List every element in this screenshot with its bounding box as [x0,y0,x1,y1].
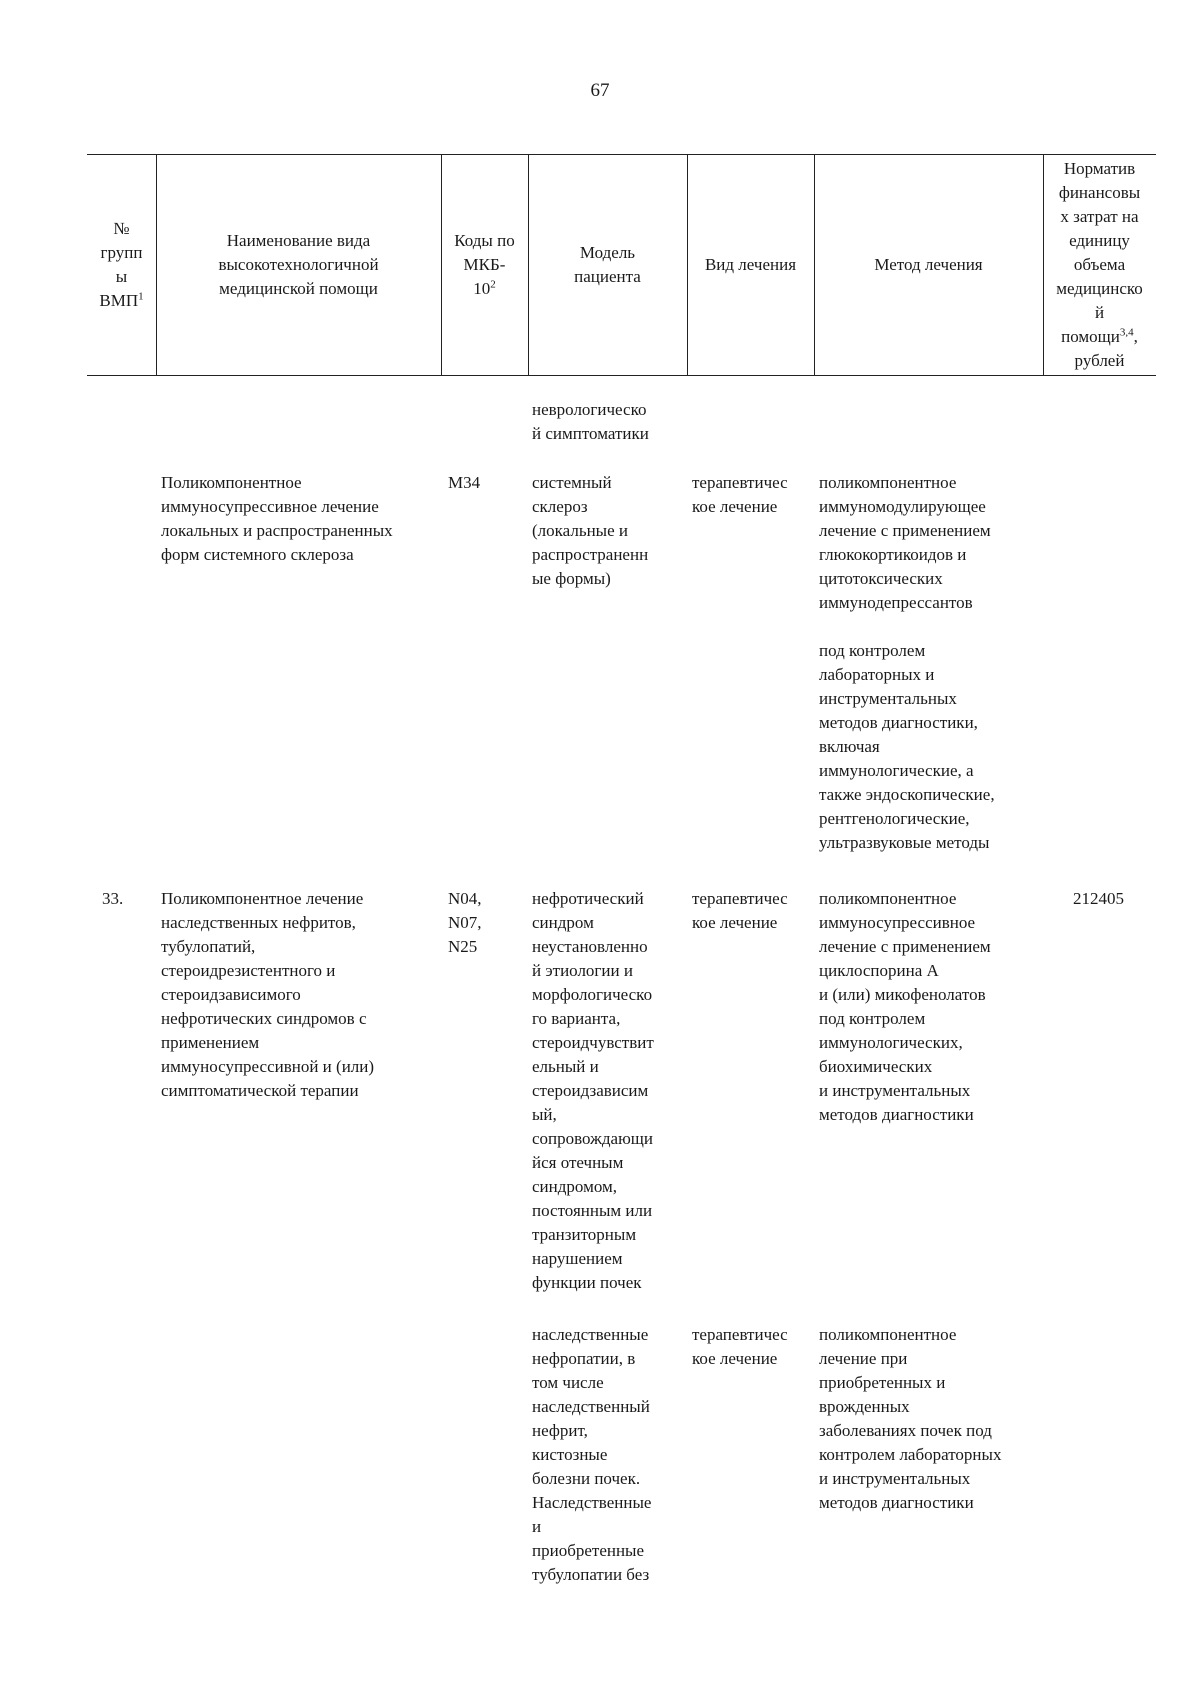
table-row-method: поликомпонентное иммуномодулирующее лечение с применением глюкокортикоидов и цитотоксических иммунодепрессантов под контролем лабораторных и инструментальных методов диагностики, включая иммунологические, а также эндоскопические, рентгенологические, ультразвуковые методы [819,473,995,852]
table-row-model: неврологическо й симптоматики [532,400,649,443]
table-row-model: наследственные нефропатии, в том числе наследственный нефрит, кистозные болезни почек. Наследственные и приобретенные тубулопатии без [532,1325,652,1584]
table-row-group-number: 33. [102,889,124,908]
page-number: 67 [590,80,610,101]
table-row-method: поликомпонентное иммуносупрессивное лечение с применением циклоспорина А и (или) микофенолатов под контролем иммунологических, биохимических и инструментальных методов диагностики [819,889,991,1124]
table-row-codes: М34 [448,473,481,492]
table-row-type: терапевтичес кое лечение [692,1325,788,1368]
table-header [87,154,1156,376]
header-patient-model: Модель пациента [574,243,641,286]
table-row-type: терапевтичес кое лечение [692,889,788,932]
table-row-codes: N04, N07, N25 [448,889,482,956]
table-row-model: нефротический синдром неустановленно й этиологии и морфологическо го варианта, стероидчувствит ельный и стероидзависим ый, сопровождающи йся отечным синдромом, постоянным или транзиторным нарушением функции почек [532,889,654,1292]
table-row-type: терапевтичес кое лечение [692,473,788,516]
table-row-name: Поликомпонентное лечение наследственных нефритов, тубулопатий, стероидрезистентного и стероидзависимого нефротических синдромов с применением иммуносупрессивной и (или) симптоматической терапии [161,889,375,1100]
table-row-cost: 212405 [1073,889,1124,908]
header-care-name: Наименование вида высокотехнологичной медицинской помощи [218,231,379,298]
table-row-name: Поликомпонентное иммуносупрессивное лечение локальных и распространенных форм системного склероза [161,473,393,564]
header-treatment-method: Метод лечения [874,255,983,274]
table-row-method: поликомпонентное лечение при приобретенных и врожденных заболеваниях почек под контролем лабораторных и инструментальных методов диагностики [819,1325,1002,1512]
header-group-number: № групп ы ВМП$^1$ [99,219,144,310]
header-icd-codes: Коды по МКБ- $10^2$ [454,231,515,298]
table-row-model: системный склероз (локальные и распространенн ые формы) [532,473,649,588]
header-treatment-type: Вид лечения [704,255,797,274]
header-cost-standard: Норматив финансовы х затрат на единицу объема медицинско й помощи$^{3,4}$, рублей [1056,159,1143,370]
